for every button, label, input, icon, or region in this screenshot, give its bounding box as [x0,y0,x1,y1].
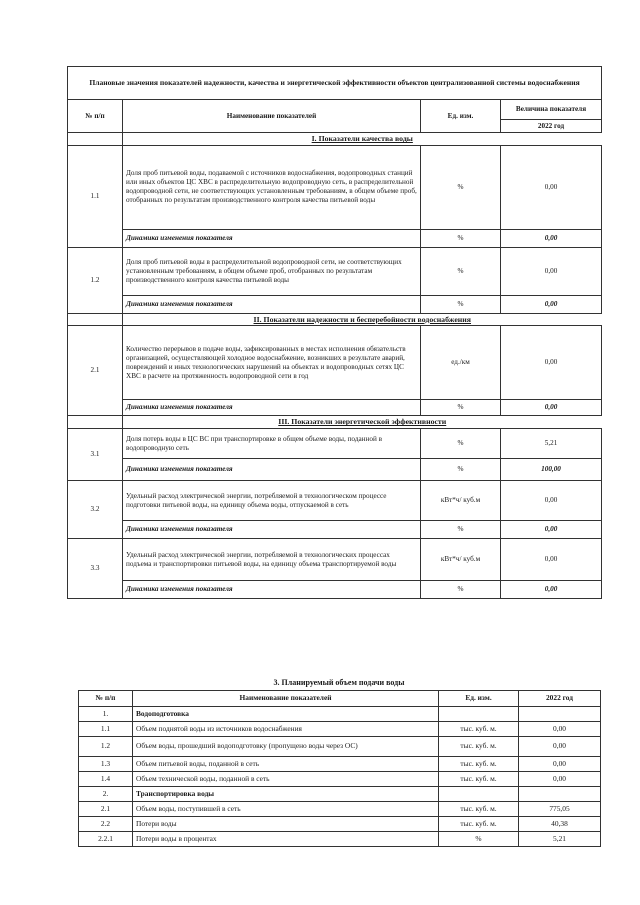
volume-unit: тыс. куб. м. [439,802,519,817]
vol-header-num: № п/п [79,691,133,707]
indicator-num: 2.1 [68,326,123,416]
dynamics-unit: % [421,229,501,247]
volume-row [79,757,601,772]
dynamics-value: 0,00 [501,581,602,599]
volume-name: Объем воды, поступившей в сеть [133,802,439,817]
volume-value [519,787,601,802]
volume-num: 2.2 [79,817,133,832]
indicators-table [67,66,602,599]
volume-num: 1.1 [79,722,133,737]
volume-value: 0,00 [519,722,601,737]
indicator-name: Удельный расход электрической энергии, потребляемой в технологических процессах подъема и транспортировки питьевой воды, на единицу объема транспортируемой воды [123,539,421,581]
indicator-unit: кВт*ч/ куб.м [421,539,501,581]
dynamics-unit: % [421,295,501,313]
vol-header-year: 2022 год [519,691,601,707]
indicator-unit: % [421,429,501,459]
dynamics-unit: % [421,459,501,481]
indicator-unit: кВт*ч/ куб.м [421,481,501,521]
volume-row [79,787,601,802]
dynamics-value: 0,00 [501,229,602,247]
volume-unit: тыс. куб. м. [439,737,519,757]
volume-unit [439,707,519,722]
volume-name: Объем воды, прошедший водоподготовку (пропущено воды через ОС) [133,737,439,757]
volume-value: 5,21 [519,832,601,847]
volume-value: 0,00 [519,757,601,772]
indicator-value: 0,00 [501,326,602,400]
indicator-row [68,539,602,581]
indicator-num: 3.2 [68,481,123,539]
indicator-num: 3.1 [68,429,123,481]
volume-name: Транспортировка воды [133,787,439,802]
dynamics-value: 0,00 [501,295,602,313]
dynamics-row [68,581,602,599]
volume-name: Объем технической воды, поданной в сеть [133,772,439,787]
volume-name: Объем поднятой воды из источников водоснабжения [133,722,439,737]
section-num-cell [68,133,123,146]
indicator-row [68,429,602,459]
indicator-name: Доля проб питьевой воды в распределительной водопроводной сети, не соответствующих установленным требованиям, в общем объеме проб, отобранных по результатам производственного контроля качества питьевой воды [123,247,421,295]
volume-unit [439,787,519,802]
indicator-name: Доля потерь воды в ЦС ВС при транспортировке в общем объеме воды, поданной в водопроводную сеть [123,429,421,459]
indicator-num: 1.1 [68,145,123,247]
volume-value: 0,00 [519,772,601,787]
volume-heading: 3. Планируемый объем подачи воды [273,678,405,687]
dynamics-value: 0,00 [501,521,602,539]
volume-name: Объем питьевой воды, поданной в сеть [133,757,439,772]
volume-row [79,707,601,722]
indicator-num: 3.3 [68,539,123,599]
dynamics-value: 0,00 [501,400,602,416]
dynamics-unit: % [421,400,501,416]
volume-table [78,690,601,847]
indicator-unit: ед./км [421,326,501,400]
volume-num: 2.1 [79,802,133,817]
indicator-row [68,145,602,229]
volume-row [79,722,601,737]
section-row [68,133,602,146]
indicator-row [68,481,602,521]
section-row [68,313,602,326]
volume-body [79,707,601,847]
indicator-name: Количество перерывов в подаче воды, зафиксированных в местах исполнения обязательств организацией, осуществляющей холодное водоснабжение, возникших в результате аварий, повреждений и иных технологических нарушений на объектах и водопроводных сетях ЦС ХВС в расчете на протяженность водопроводной сети в год [123,326,421,400]
col-header-name: Наименование показателей [123,100,421,133]
volume-value: 775,05 [519,802,601,817]
dynamics-row [68,400,602,416]
dynamics-label: Динамика изменения показателя [123,459,421,481]
col-header-year: 2022 год [501,120,602,133]
dynamics-unit: % [421,521,501,539]
volume-unit: тыс. куб. м. [439,772,519,787]
volume-num: 1.2 [79,737,133,757]
volume-unit: тыс. куб. м. [439,722,519,737]
indicators-body [68,133,602,599]
section-row [68,416,602,429]
volume-row [79,737,601,757]
volume-num: 1.3 [79,757,133,772]
dynamics-label: Динамика изменения показателя [123,295,421,313]
indicator-num: 1.2 [68,247,123,313]
indicator-value: 0,00 [501,481,602,521]
indicator-unit: % [421,247,501,295]
dynamics-value: 100,00 [501,459,602,481]
volume-num: 2. [79,787,133,802]
dynamics-row [68,459,602,481]
volume-unit: тыс. куб. м. [439,757,519,772]
volume-name: Потери воды в процентах [133,832,439,847]
vol-header-unit: Ед. изм. [439,691,519,707]
indicator-row [68,326,602,400]
col-header-value: Величина показателя [501,100,602,120]
volume-row [79,772,601,787]
dynamics-unit: % [421,581,501,599]
col-header-unit: Ед. изм. [421,100,501,133]
volume-value [519,707,601,722]
volume-num: 2.2.1 [79,832,133,847]
indicator-unit: % [421,145,501,229]
volume-row [79,832,601,847]
section-title: II. Показатели надежности и бесперебойности водоснабжения [123,313,602,326]
section-num-cell [68,416,123,429]
volume-value: 40,38 [519,817,601,832]
section-title: I. Показатели качества воды [123,133,602,146]
volume-unit: тыс. куб. м. [439,817,519,832]
dynamics-label: Динамика изменения показателя [123,400,421,416]
dynamics-row [68,229,602,247]
indicator-value: 0,00 [501,145,602,229]
section-title: III. Показатели энергетической эффективности [123,416,602,429]
volume-unit: % [439,832,519,847]
volume-num: 1. [79,707,133,722]
dynamics-label: Динамика изменения показателя [123,229,421,247]
indicator-value: 0,00 [501,247,602,295]
volume-num: 1.4 [79,772,133,787]
dynamics-row [68,295,602,313]
volume-name: Потери воды [133,817,439,832]
dynamics-label: Динамика изменения показателя [123,521,421,539]
section-num-cell [68,313,123,326]
col-header-num: № п/п [68,100,123,133]
vol-header-name: Наименование показателей [133,691,439,707]
volume-row [79,802,601,817]
indicator-value: 5,21 [501,429,602,459]
indicator-value: 0,00 [501,539,602,581]
indicator-name: Доля проб питьевой воды, подаваемой с источников водоснабжения, водопроводных станций или иных объектов ЦС ХВС в распределительную водопроводную сеть, в распределительной водопроводной сети, не соответствующих установленным требованиям, в общем объеме проб, отобранных по результатам производственного контроля качества питьевой воды [123,145,421,229]
volume-name: Водоподготовка [133,707,439,722]
table-title: Плановые значения показателей надежности, качества и энергетической эффективности объектов централизованной системы водоснабжения [68,67,602,100]
volume-row [79,817,601,832]
volume-value: 0,00 [519,737,601,757]
indicator-name: Удельный расход электрической энергии, потребляемой в технологическом процессе подготовки питьевой воды, на единицу объема воды, отпускаемой в сеть [123,481,421,521]
indicator-row [68,247,602,295]
dynamics-label: Динамика изменения показателя [123,581,421,599]
dynamics-row [68,521,602,539]
